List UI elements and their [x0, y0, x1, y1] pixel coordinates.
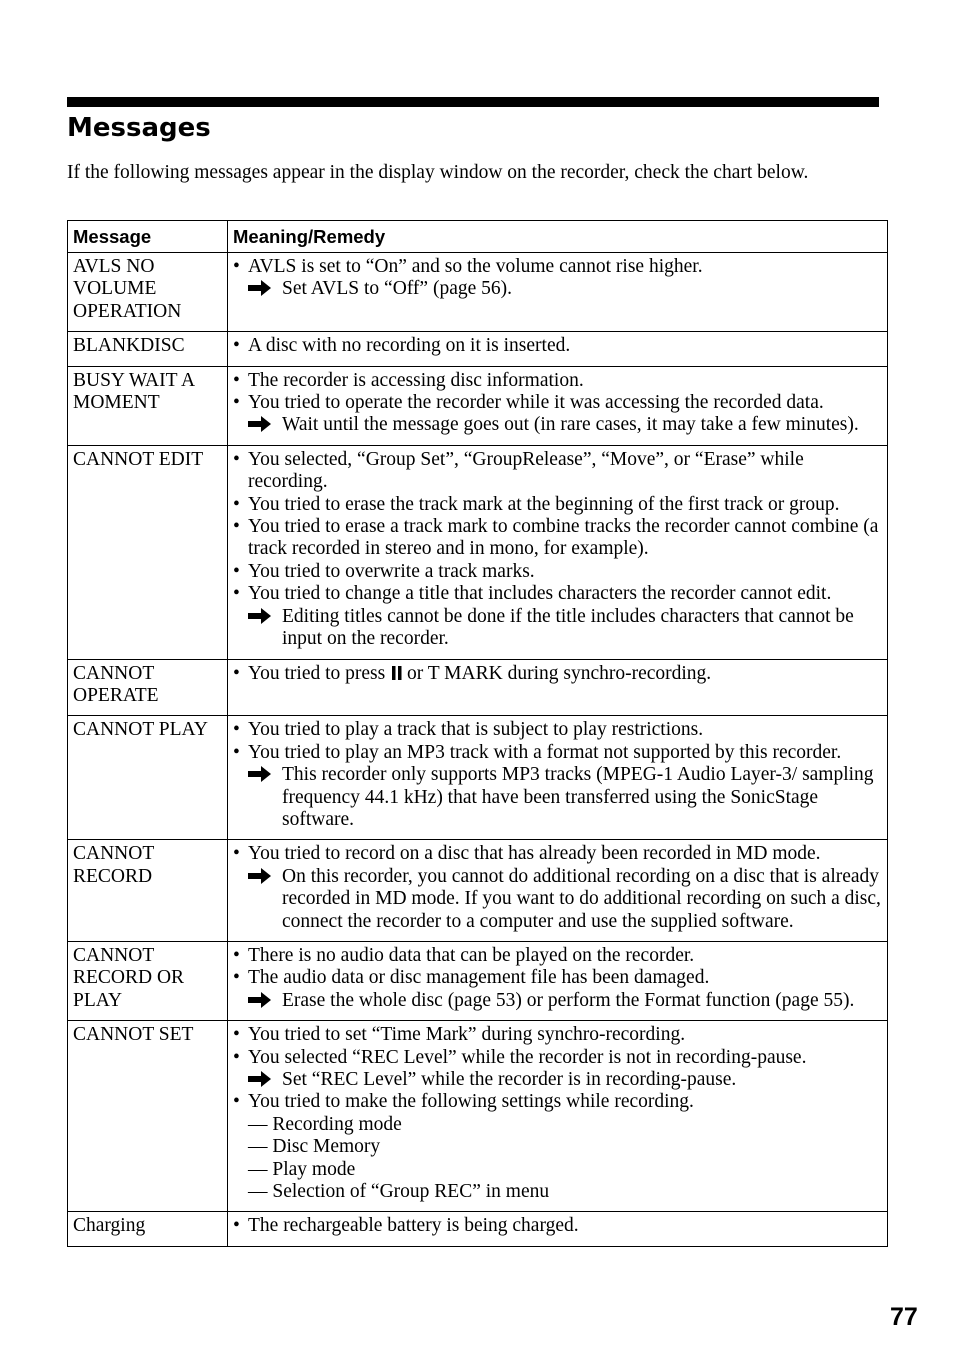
remedy-item	[233, 1069, 882, 1091]
messages-table	[67, 220, 888, 1247]
line-text: You tried to record on a disc that has already been recorded in MD mode.	[248, 843, 821, 865]
message-cell	[68, 1212, 228, 1246]
meaning-remedy-cell	[228, 366, 888, 445]
message-cell	[68, 1021, 228, 1212]
bullet-item	[233, 256, 882, 278]
line-text: — Selection of “Group REC” in menu	[248, 1181, 550, 1203]
line-text: A disc with no recording on it is inserted.	[248, 335, 571, 357]
bullet-item	[233, 742, 882, 764]
arrow-right-icon	[248, 415, 272, 433]
bullet-item	[233, 967, 882, 989]
table-header-row	[68, 221, 888, 253]
remedy-item	[233, 764, 882, 831]
bullet-item	[233, 449, 882, 494]
line-text: You tried to overwrite a track marks.	[248, 560, 535, 582]
message-text: CANNOT RECORD OR PLAY	[73, 944, 185, 1011]
line-text: You tried to set “Time Mark” during synchro-recording.	[248, 1024, 686, 1046]
line-text: You tried to erase a track mark to combine tracks the recorder cannot combine (a track recorded in stereo and in mono, for example).	[248, 516, 879, 560]
message-text: BLANKDISC	[73, 335, 185, 357]
bullet-item	[233, 516, 882, 561]
meaning-remedy-cell	[228, 445, 888, 659]
remedy-item	[233, 606, 882, 651]
meaning-remedy-cell	[228, 659, 888, 716]
message-text: CANNOT RECORD	[73, 843, 154, 887]
bullet-item	[233, 561, 882, 583]
line-text: The recorder is accessing disc information.	[248, 369, 584, 391]
dash-item	[233, 1181, 882, 1203]
table-row	[68, 1212, 888, 1246]
line-text: You tried to operate the recorder while it was accessing the recorded data.	[248, 392, 824, 414]
column-header-meaning-remedy: Meaning/Remedy	[228, 221, 888, 253]
meaning-remedy-cell	[228, 253, 888, 332]
line-text: Wait until the message goes out (in rare cases, it may take a few minutes).	[282, 414, 859, 436]
arrow-right-icon	[248, 991, 272, 1009]
line-text: Editing titles cannot be done if the title includes characters that cannot be input on the recorder.	[282, 605, 854, 650]
remedy-item	[233, 414, 882, 436]
line-text: You selected “REC Level” while the recorder is not in recording-pause.	[248, 1046, 807, 1068]
table-row	[68, 659, 888, 716]
arrow-right-icon	[248, 1070, 272, 1088]
line-text: — Disc Memory	[248, 1136, 381, 1158]
table-row	[68, 941, 888, 1020]
line-text: You tried to play an MP3 track with a format not supported by this recorder.	[248, 741, 842, 763]
line-text: You tried to press	[248, 662, 386, 684]
bullet-item	[233, 945, 882, 967]
message-text: CANNOT OPERATE	[73, 662, 159, 706]
table-row	[68, 1021, 888, 1212]
bullet-item	[233, 1215, 882, 1237]
message-text: Charging	[73, 1215, 146, 1237]
column-header-message: Message	[68, 221, 228, 253]
bullet-item	[233, 370, 882, 392]
line-text: Erase the whole disc (page 53) or perform the Format function (page 55).	[282, 989, 855, 1011]
pause-icon	[392, 666, 402, 680]
page-title: Messages	[67, 113, 211, 143]
arrow-right-icon	[248, 279, 272, 297]
line-text: You tried to play a track that is subject to play restrictions.	[248, 719, 704, 741]
line-text: This recorder only supports MP3 tracks (MPEG-1 Audio Layer-3/ sampling frequency 44.1 kHz) that have been transferred using the SonicStage software.	[282, 764, 874, 830]
line-text: Set “REC Level” while the recorder is in recording-pause.	[282, 1069, 737, 1090]
bullet-item	[233, 1024, 882, 1046]
dash-item	[233, 1159, 882, 1181]
message-text: CANNOT SET	[73, 1024, 194, 1046]
remedy-item	[233, 990, 882, 1012]
line-text: You tried to change a title that includes characters the recorder cannot edit.	[248, 583, 832, 605]
line-text: AVLS is set to “On” and so the volume cannot rise higher.	[248, 256, 703, 277]
heading-rule	[67, 97, 879, 107]
page-number: 77	[890, 1303, 918, 1331]
arrow-right-icon	[248, 607, 272, 625]
message-cell	[68, 659, 228, 716]
bullet-item	[233, 663, 882, 685]
bullet-item	[233, 843, 882, 865]
message-cell	[68, 941, 228, 1020]
arrow-right-icon	[248, 867, 272, 885]
meaning-remedy-cell	[228, 1021, 888, 1212]
line-text: — Play mode	[248, 1158, 356, 1180]
message-text: CANNOT PLAY	[73, 719, 208, 741]
remedy-item	[233, 866, 882, 933]
line-text-after: or T MARK during synchro-recording.	[406, 662, 712, 684]
message-text: AVLS NO VOLUME OPERATION	[73, 256, 182, 322]
line-text: You tried to make the following settings while recording.	[248, 1091, 694, 1113]
meaning-remedy-cell	[228, 1212, 888, 1246]
arrow-right-icon	[248, 765, 272, 783]
line-text: The rechargeable battery is being charged.	[248, 1215, 579, 1237]
message-cell	[68, 332, 228, 366]
bullet-item	[233, 1047, 882, 1069]
table-row	[68, 253, 888, 332]
intro-text: If the following messages appear in the display window on the recorder, check the chart below.	[67, 162, 809, 183]
message-cell	[68, 253, 228, 332]
table-row	[68, 716, 888, 840]
meaning-remedy-cell	[228, 941, 888, 1020]
dash-item	[233, 1114, 882, 1136]
message-cell	[68, 716, 228, 840]
line-text: — Recording mode	[248, 1113, 402, 1135]
meaning-remedy-cell	[228, 716, 888, 840]
message-cell	[68, 445, 228, 659]
table-row	[68, 366, 888, 445]
message-text: CANNOT EDIT	[73, 448, 204, 470]
meaning-remedy-cell	[228, 332, 888, 366]
table-row	[68, 332, 888, 366]
line-text: You tried to erase the track mark at the beginning of the first track or group.	[248, 493, 840, 515]
message-cell	[68, 366, 228, 445]
meaning-remedy-cell	[228, 840, 888, 942]
line-text: On this recorder, you cannot do additional recording on a disc that is already recorded in MD mode. If you want to do additional recording on such a disc, connect the recorder to a computer and use the supplied software.	[282, 865, 881, 932]
bullet-item	[233, 719, 882, 741]
line-text: Set AVLS to “Off” (page 56).	[282, 278, 512, 300]
table-row	[68, 445, 888, 659]
line-text: The audio data or disc management file has been damaged.	[248, 967, 710, 989]
line-text: You selected, “Group Set”, “GroupRelease”, “Move”, or “Erase” while recording.	[248, 448, 804, 493]
bullet-item	[233, 494, 882, 516]
bullet-item	[233, 1091, 882, 1113]
bullet-item	[233, 392, 882, 414]
line-text: There is no audio data that can be played on the recorder.	[248, 944, 695, 966]
bullet-item	[233, 583, 882, 605]
dash-item	[233, 1136, 882, 1158]
remedy-item	[233, 278, 882, 300]
message-cell	[68, 840, 228, 942]
table-row	[68, 840, 888, 942]
message-text: BUSY WAIT A MOMENT	[73, 369, 194, 414]
bullet-item	[233, 335, 882, 357]
